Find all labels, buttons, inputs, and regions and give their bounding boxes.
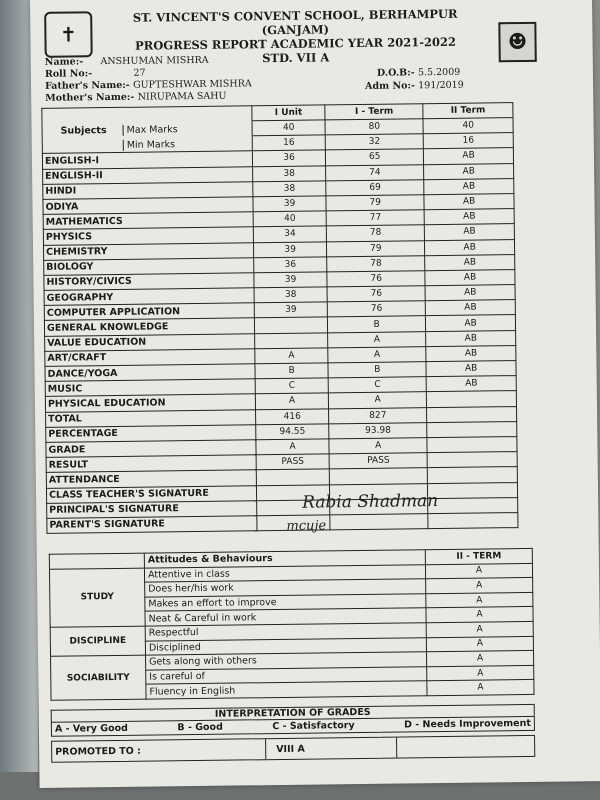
behaviour-grade: A — [426, 578, 533, 594]
mark-cell — [330, 514, 428, 530]
subject-name: GRADE — [46, 440, 256, 458]
mark-cell — [428, 482, 518, 498]
mark-cell — [254, 317, 327, 333]
max-marks-label: Max Marks — [123, 124, 178, 136]
mark-cell: PASS — [329, 453, 427, 469]
student-name: ANSHUMAN MISHRA — [100, 54, 209, 68]
mark-cell: A — [256, 439, 329, 455]
col-header-1: I Unit — [252, 105, 325, 121]
mark-cell: 76 — [327, 286, 425, 302]
standard: STD. VII A — [262, 50, 330, 66]
grade-a: A - Very Good — [54, 722, 129, 735]
min-3: 16 — [423, 133, 513, 149]
subject-name: ODIYA — [43, 197, 253, 215]
subject-name: PHYSICAL EDUCATION — [45, 394, 255, 412]
school-logo-icon: ✝ — [44, 11, 93, 58]
behaviour-table — [49, 548, 535, 701]
behaviour-item: Does her/his work — [145, 579, 426, 597]
mark-cell: 38 — [254, 287, 327, 303]
subject-name: GEOGRAPHY — [44, 288, 254, 306]
student-name-row — [45, 55, 209, 68]
adm-row — [365, 80, 464, 92]
mark-cell: 38 — [253, 181, 326, 197]
behaviour-header: Attitudes & Behaviours — [144, 550, 425, 568]
min-2: 32 — [325, 134, 423, 150]
behaviour-item: Disciplined — [145, 637, 426, 655]
subject-name: MUSIC — [45, 379, 255, 397]
subject-name: GENERAL KNOWLEDGE — [44, 318, 254, 336]
subject-name: CLASS TEACHER'S SIGNATURE — [46, 485, 256, 503]
mark-cell: AB — [425, 285, 515, 301]
mark-cell: C — [255, 378, 328, 394]
mark-cell: A — [255, 393, 328, 409]
mark-cell — [256, 469, 329, 485]
mark-cell — [427, 421, 517, 437]
mark-cell: AB — [426, 315, 516, 331]
subject-name: PERCENTAGE — [46, 425, 256, 443]
mark-cell — [427, 406, 517, 422]
mark-cell — [427, 437, 517, 453]
mark-cell: B — [255, 363, 328, 379]
mark-cell: AB — [424, 194, 514, 210]
behaviour-item: Fluency in English — [146, 681, 427, 699]
promoted-row — [51, 735, 535, 763]
term-header: II - TERM — [425, 548, 532, 564]
subject-name: HISTORY/CIVICS — [44, 273, 254, 291]
behaviour-grade: A — [426, 651, 533, 667]
mark-cell: 65 — [326, 149, 424, 165]
subject-name: RESULT — [46, 455, 256, 473]
mark-cell — [427, 452, 517, 468]
behaviour-grade: A — [425, 563, 532, 579]
subject-name: CHEMISTRY — [43, 242, 253, 260]
school-name: ST. VINCENT'S CONVENT SCHOOL, BERHAMPUR (GANJAM) — [132, 6, 458, 38]
behaviour-spacer — [49, 553, 144, 569]
mark-cell — [329, 468, 427, 484]
mark-cell: AB — [425, 300, 515, 316]
mark-cell: A — [329, 392, 427, 408]
interpretation — [51, 704, 536, 763]
roll-row — [45, 68, 146, 80]
mark-cell: 39 — [254, 272, 327, 288]
subject-name: ENGLISH-II — [43, 166, 253, 184]
father-name: GUPTESHWAR MISHRA — [132, 78, 252, 91]
grade-c: C - Satisfactory — [272, 720, 355, 733]
mark-cell: 77 — [326, 210, 424, 226]
behaviour-item: Is careful of — [146, 666, 427, 684]
subject-name: TOTAL — [46, 409, 256, 427]
promoted-label: PROMOTED TO : — [55, 745, 141, 758]
behaviour-item: Respectful — [145, 623, 426, 641]
dob-row — [377, 67, 460, 79]
report-title: PROGRESS REPORT ACADEMIC YEAR 2021-2022 — [135, 34, 457, 53]
mark-cell: AB — [424, 163, 514, 179]
mark-cell: 78 — [327, 255, 425, 271]
mark-cell: AB — [424, 148, 514, 164]
col-header-2: I - Term — [325, 104, 423, 120]
subject-name: COMPUTER APPLICATION — [44, 303, 254, 321]
student-photo-icon: ☻ — [498, 22, 536, 62]
dob-value: 5.5.2009 — [417, 66, 461, 79]
mark-cell: A — [329, 438, 427, 454]
mark-cell — [428, 467, 518, 483]
behaviour-item: Makes an effort to improve — [145, 593, 426, 611]
behaviour-item: Neat & Careful in work — [145, 608, 426, 626]
marks-body — [42, 148, 518, 533]
max-3: 40 — [423, 118, 513, 134]
mark-cell: 74 — [326, 164, 424, 180]
mark-cell: 36 — [254, 257, 327, 273]
mark-cell: 76 — [327, 301, 425, 317]
behaviour-item: Gets along with others — [146, 652, 427, 670]
subject-name: HINDI — [43, 182, 253, 200]
mother-label: Mother's Name:- — [45, 91, 135, 104]
mark-cell: A — [255, 348, 328, 364]
mark-cell: 39 — [253, 196, 326, 212]
mark-cell: A — [328, 346, 426, 362]
mark-cell: AB — [424, 178, 514, 194]
mark-cell: 79 — [326, 195, 424, 211]
mark-cell: AB — [425, 269, 515, 285]
behaviour-grade: A — [426, 621, 533, 637]
adm-value: 191/2019 — [418, 79, 464, 92]
marks-table — [41, 102, 518, 534]
interpretation-title: INTERPRETATION OF GRADES — [51, 704, 535, 722]
behaviour-group: STUDY — [49, 568, 145, 628]
mark-cell — [428, 512, 518, 528]
behaviour-grade: A — [426, 636, 533, 652]
mark-cell: AB — [426, 376, 516, 392]
subject-name: DANCE/YOGA — [45, 364, 255, 382]
behaviour-group: SOCIABILITY — [51, 655, 147, 700]
roll-number: 27 — [133, 67, 146, 79]
mark-cell: AB — [426, 345, 516, 361]
behaviour-grade: A — [427, 665, 534, 681]
mark-cell: B — [328, 316, 426, 332]
subject-name: ART/CRAFT — [45, 349, 255, 367]
max-1: 40 — [252, 120, 325, 136]
min-1: 16 — [252, 135, 325, 151]
mark-cell: 40 — [253, 211, 326, 227]
mark-cell: A — [328, 331, 426, 347]
adm-label: Adm No:- — [365, 80, 415, 92]
mark-cell: 79 — [327, 240, 425, 256]
mark-cell: 69 — [326, 179, 424, 195]
subject-name: MATHEMATICS — [43, 212, 253, 230]
col-header-3: II Term — [423, 103, 513, 119]
min-marks-label: Min Marks — [123, 139, 175, 151]
grade-b: B - Good — [177, 721, 223, 734]
behaviour-grade: A — [427, 680, 534, 696]
mother-name: NIRUPAMA SAHU — [137, 90, 227, 103]
behaviour-group: DISCIPLINE — [50, 626, 145, 656]
mother-row — [45, 91, 226, 104]
behaviour-grade: A — [426, 592, 533, 608]
subject-name: BIOLOGY — [44, 257, 254, 275]
mark-cell: 76 — [327, 271, 425, 287]
subject-name: PHYSICS — [43, 227, 253, 245]
behaviour-grade: A — [426, 607, 533, 623]
mark-cell: 78 — [326, 225, 424, 241]
mark-cell: 93.98 — [329, 422, 427, 438]
mark-cell: 416 — [256, 408, 329, 424]
behaviour-item: Attentive in class — [144, 564, 425, 582]
mark-cell: 39 — [254, 302, 327, 318]
subject-name: PRINCIPAL'S SIGNATURE — [47, 500, 257, 518]
mark-cell: AB — [425, 224, 515, 240]
mark-cell: 36 — [252, 150, 325, 166]
mark-cell — [427, 391, 517, 407]
mark-cell: 94.55 — [256, 424, 329, 440]
behaviour-body — [49, 548, 534, 700]
mark-cell — [428, 497, 518, 513]
subject-name: VALUE EDUCATION — [45, 333, 255, 351]
grade-d: D - Needs Improvement — [404, 717, 531, 731]
teacher-signature: Rabia Shadman — [302, 491, 439, 513]
father-label: Father's Name:- — [44, 79, 130, 92]
mark-cell: AB — [425, 239, 515, 255]
mark-cell: PASS — [256, 454, 329, 470]
subjects-label: Subjects — [60, 124, 107, 137]
mark-cell: 39 — [253, 241, 326, 257]
mark-cell: 827 — [329, 407, 427, 423]
max-2: 80 — [325, 119, 423, 135]
mark-cell: AB — [425, 254, 515, 270]
roll-label: Roll No:- — [44, 68, 93, 80]
principal-signature: mcuje — [286, 518, 327, 534]
report-card — [30, 0, 600, 788]
mark-cell: B — [328, 362, 426, 378]
dob-label: D.O.B:- — [376, 67, 415, 79]
subject-name: PARENT'S SIGNATURE — [47, 516, 257, 534]
mark-cell: C — [328, 377, 426, 393]
promoted-value: VIII A — [265, 738, 397, 760]
name-label: Name:- — [44, 56, 84, 68]
subject-name: ATTENDANCE — [46, 470, 256, 488]
mark-cell: 38 — [253, 165, 326, 181]
mark-cell: AB — [424, 209, 514, 225]
subject-name: ENGLISH-I — [42, 151, 252, 169]
mark-cell: 34 — [253, 226, 326, 242]
mark-cell: AB — [426, 361, 516, 377]
mark-cell — [255, 333, 328, 349]
mark-cell: AB — [426, 330, 516, 346]
